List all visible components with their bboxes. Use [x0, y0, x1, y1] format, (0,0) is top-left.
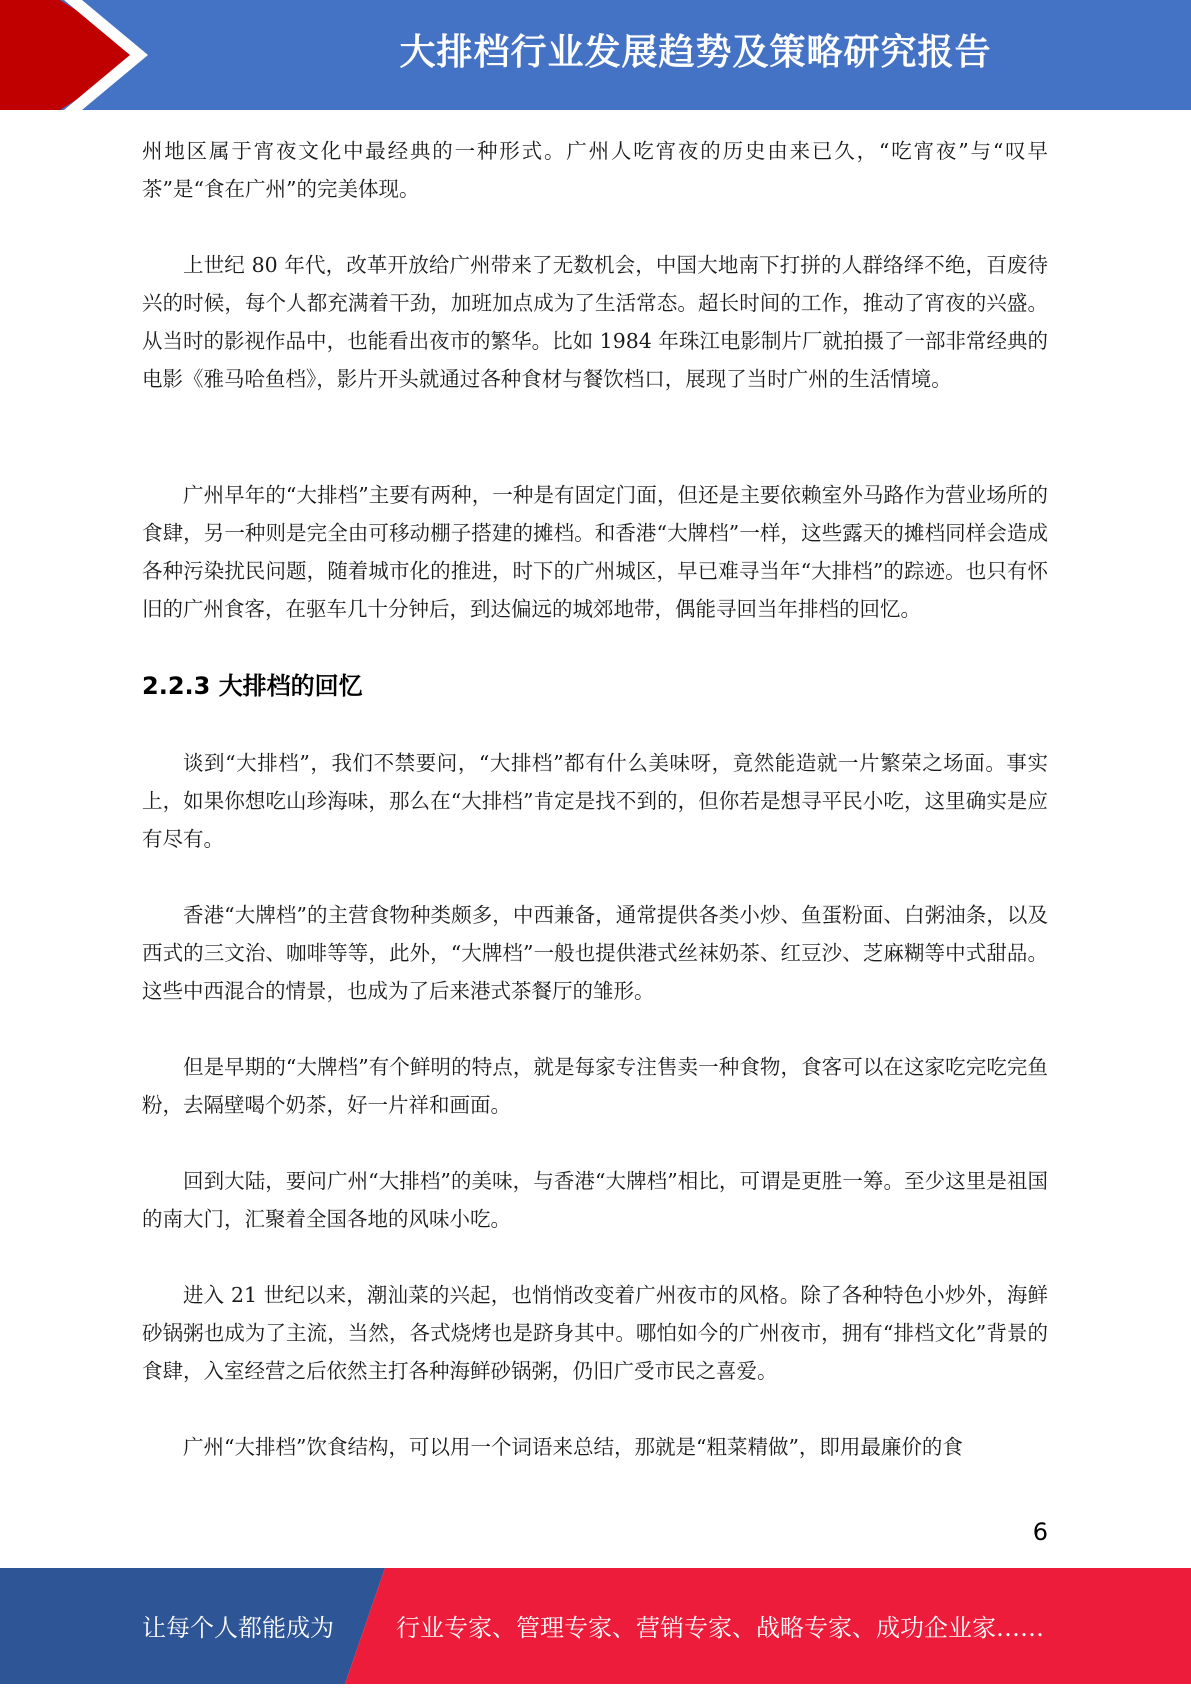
- paragraph: 但是早期的“大牌档”有个鲜明的特点，就是每家专注售卖一种食物，食客可以在这家吃完吃完鱼粉，去隔壁喝个奶茶，好一片祥和画面。: [142, 1055, 1048, 1117]
- paragraph: 上世纪 80 年代，改革开放给广州带来了无数机会，中国大地南下打拼的人群络绎不绝，百废待兴的时候，每个人都充满着干劲，加班加点成为了生活常态。超长时间的工作，推动了宵夜的兴盛。从当时的影视作品中，也能看出夜市的繁华。比如 1984 年珠江电影制片厂就拍摄了一部非常经典的电影《雅马哈鱼档》，影片开头就通过各种食材与餐饮档口，展现了当时广州的生活情境。: [142, 253, 1048, 391]
- paragraph: 谈到“大排档”，我们不禁要问，“大排档”都有什么美味呀，竟然能造就一片繁荣之场面。事实上，如果你想吃山珍海味，那么在“大排档”肯定是找不到的，但你若是想寻平民小吃，这里确实是应有尽有。: [142, 751, 1048, 851]
- paragraph: 回到大陆，要问广州“大排档”的美味，与香港“大牌档”相比，可谓是更胜一筹。至少这里是祖国的南大门，汇聚着全国各地的风味小吃。: [142, 1169, 1048, 1231]
- document-body: [142, 132, 1048, 1466]
- footer-slogan-right: 行业专家、管理专家、营销专家、战略专家、成功企业家……: [396, 1614, 1044, 1642]
- paragraph: 广州“大排档”饮食结构，可以用一个词语来总结，那就是“粗菜精做”，即用最廉价的食: [183, 1435, 963, 1459]
- paragraph: 进入 21 世纪以来，潮汕菜的兴起，也悄悄改变着广州夜市的风格。除了各种特色小炒外，海鲜砂锅粥也成为了主流，当然，各式烧烤也是跻身其中。哪怕如今的广州夜市，拥有“排档文化”背景的食肆，入室经营之后依然主打各种海鲜砂锅粥，仍旧广受市民之喜爱。: [142, 1283, 1048, 1383]
- header-arrow-decoration: [0, 0, 240, 110]
- section-heading: 2.2.3 大排档的回忆: [142, 672, 363, 700]
- paragraph: 香港“大牌档”的主营食物种类颇多，中西兼备，通常提供各类小炒、鱼蛋粉面、白粥油条，以及西式的三文治、咖啡等等，此外，“大牌档”一般也提供港式丝袜奶茶、红豆沙、芝麻糊等中式甜品。这些中西混合的情景，也成为了后来港式茶餐厅的雏形。: [142, 903, 1048, 1003]
- report-title: 大排档行业发展趋势及策略研究报告: [399, 32, 992, 73]
- paragraph: 州地区属于宵夜文化中最经典的一种形式。广州人吃宵夜的历史由来已久，“吃宵夜”与“叹早茶”是“食在广州”的完美体现。: [142, 139, 1048, 201]
- footer-slogan-left: 让每个人都能成为: [142, 1614, 334, 1642]
- paragraph: 广州早年的“大排档”主要有两种，一种是有固定门面，但还是主要依赖室外马路作为营业场所的食肆，另一种则是完全由可移动棚子搭建的摊档。和香港“大牌档”一样，这些露天的摊档同样会造成各种污染扰民问题，随着城市化的推进，时下的广州城区，早已难寻当年“大排档”的踪迹。也只有怀旧的广州食客，在驱车几十分钟后，到达偏远的城郊地带，偶能寻回当年排档的回忆。: [142, 483, 1048, 621]
- page-header: [0, 0, 1191, 110]
- page-number: 6: [1032, 1518, 1048, 1546]
- page-footer: [0, 1568, 1191, 1684]
